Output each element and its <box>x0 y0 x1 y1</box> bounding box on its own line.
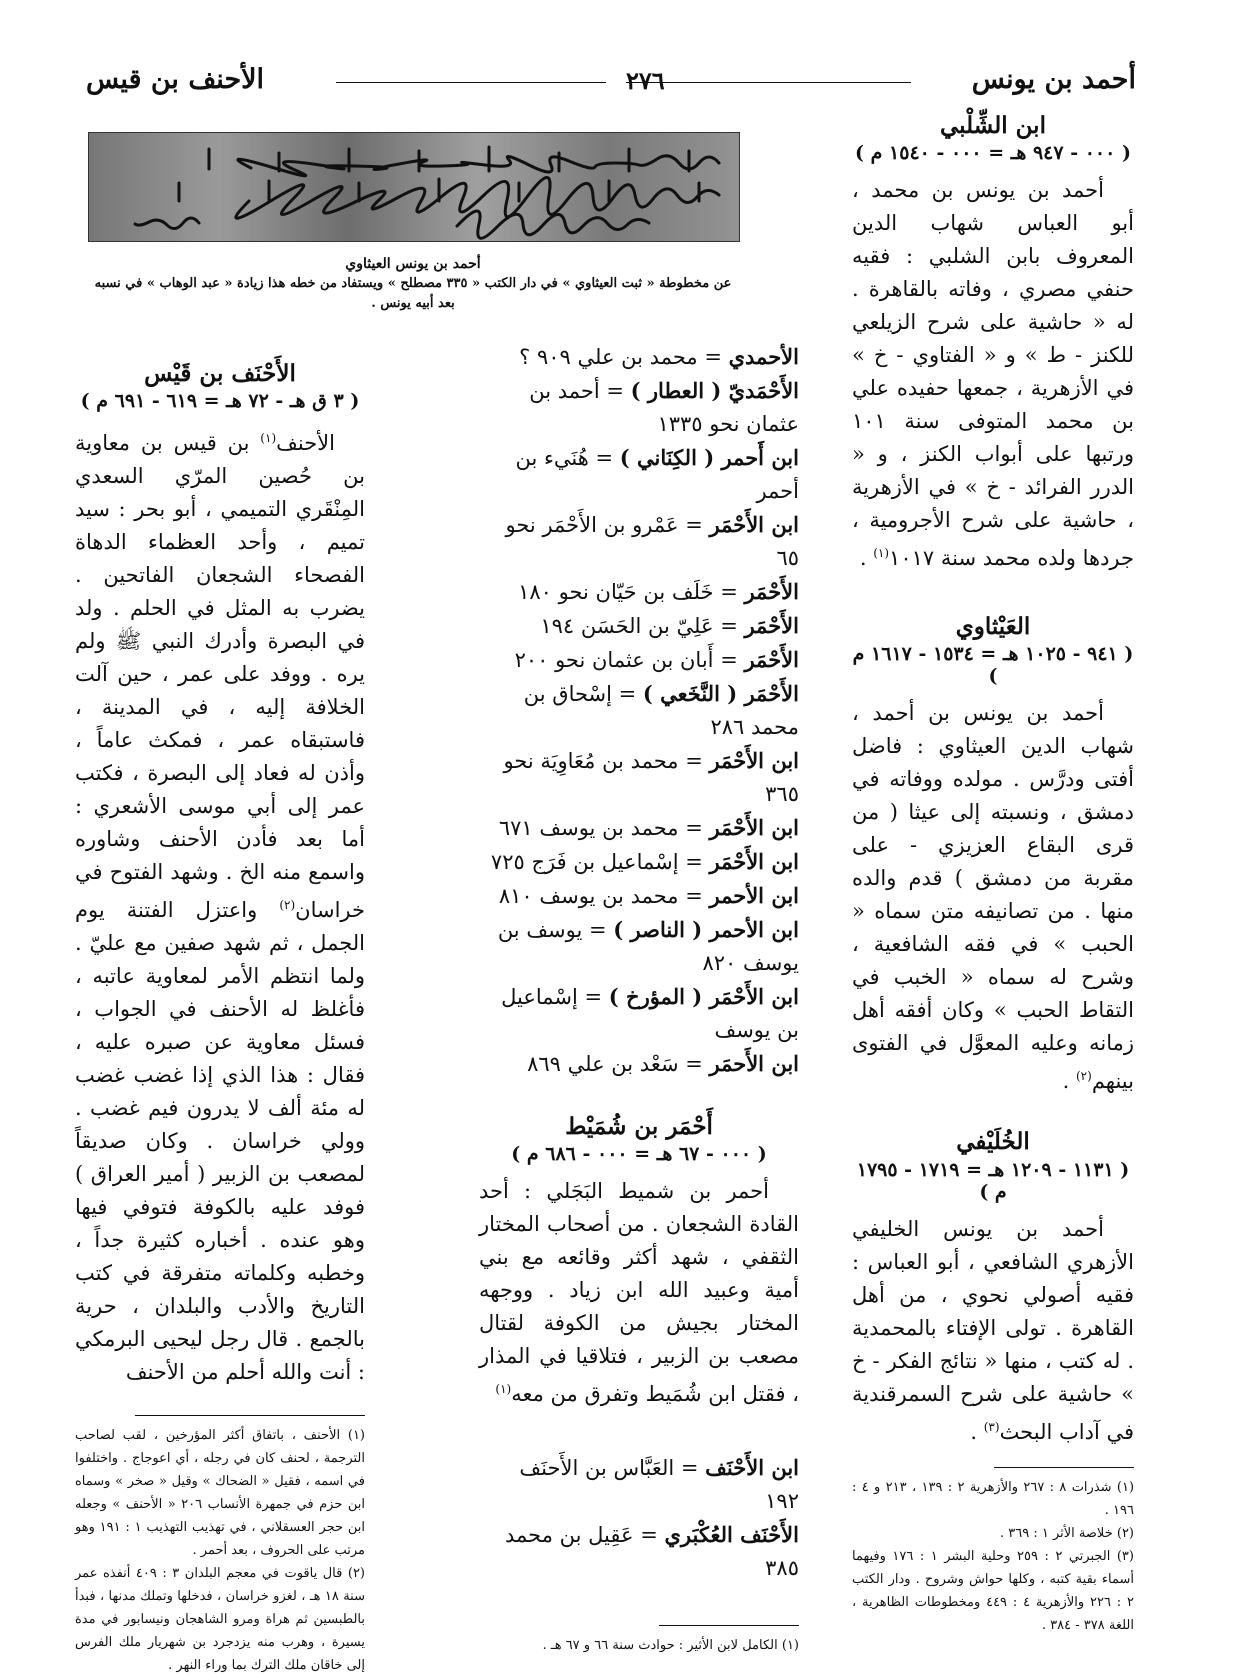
footnotes <box>479 1634 799 1657</box>
list-item-text: = يوسف بن يوسف ٨٢٠ <box>497 918 799 975</box>
entry-title: العَيْثاوي <box>955 613 1031 641</box>
list-item <box>479 980 799 1047</box>
footnote-mark: (٢) <box>1075 1069 1092 1084</box>
footnotes <box>75 1424 365 1677</box>
entry-lead: الأحنف <box>276 431 335 456</box>
list-item <box>479 441 799 508</box>
page-number: ٢٧٦ <box>626 66 665 95</box>
footnote: (١) شذرات ٨ : ٢٦٧ والأزهرية ٢ : ١٣٩ ، ٢١٣ و ٤ : ١٩٦ . <box>852 1479 1135 1518</box>
manuscript-caption <box>88 254 738 314</box>
header-rule-right <box>626 82 911 83</box>
entry-al-ahnaf-ibn-qays <box>75 358 365 1389</box>
entry-al-khulayfi <box>852 1126 1134 1448</box>
list-item-head: ابن الأَحْمَر <box>709 849 799 874</box>
cross-reference-list <box>479 340 799 1081</box>
entry-ibn-alshalabi <box>852 110 1134 575</box>
list-item-head: الأَحْمَر <box>744 647 799 672</box>
list-item <box>479 575 799 609</box>
list-item <box>479 643 799 677</box>
entry-text: أحمد بن يونس بن محمد ، أبو العباس شهاب الدين المعروف بابن الشلبي : فقيه حنفي مصري ، وفاته بالقاهرة . له « حاشية على شرح الزيلعي للكنز - ط » و « الفتاوي - خ » في الأزهرية ، جمعها حفيده علي بن محمد المتوفى سنة ١٠١ ورتبها على أبواب الكنز ، و « الدرر الفرائد - خ » في الأزهرية ، حاشية على شرح الأجرومية ، جردها ولده محمد سنة ١٠١٧ <box>852 178 1134 571</box>
list-item <box>479 374 799 441</box>
footnote-rule <box>659 1625 799 1626</box>
list-item-text: = خَلَف بن حَيّان نحو ١٨٠ <box>518 580 745 604</box>
footnote-rule <box>135 1415 365 1416</box>
list-item <box>479 879 799 913</box>
list-item <box>479 1518 799 1585</box>
list-item-text: = هُنَيء بن أحمر <box>515 446 799 503</box>
list-item-head: ابن الأَحْمَر ( المؤرخ ) <box>608 984 799 1009</box>
entry-text: بن قيس بن معاوية بن حُصين المرّي السعدي المِنْقَري التميمي ، أبو بحر : سيد تميم ، وأحد العظماء الدهاة الفصحاء الشجعان الفاتحين . يضرب به المثل في الحلم . ولد في البصرة وأدرك النبي ﷺ ولم يره . ووفد على عمر ، حين آلت الخلافة إليه ، في المدينة ، فاستبقاه عمر ، فمكث عاماً ، وأذن له فعاد إلى البصرة ، فكتب عمر إلى أبي موسى الأشعري : أما بعد فأدن الأحنف وشاوره واسمع منه الخ . وشهد الفتوح في خراسان <box>75 431 365 923</box>
entry-dates: ( ٠٠٠ - ٦٧ هـ = ٠٠٠ - ٦٨٦ م ) <box>511 1143 767 1166</box>
manuscript-image <box>88 132 740 242</box>
list-item <box>479 913 799 980</box>
footnote: (١) الأحنف ، باتفاق أكثر المؤرخين ، لقب لصاحب الترجمة ، لحنف كان في رجله ، أي اعوجاج . واختلفوا في اسمه ، فقيل « الضحاك » وقيل « صخر » وسماه ابن حزم في جمهرة الأنساب ٢٠٦ « الأحنف » وجعله ابن حجر العسقلاني ، في تهذيب التهذيب ١ : ١٩١ وهو مرتب على الحروف ، بعد أحمر . <box>75 1428 366 1559</box>
list-item-text: = أحمد بن عثمان نحو ١٣٣٥ <box>529 379 799 436</box>
manuscript-handwriting <box>89 133 739 241</box>
list-item <box>479 340 799 374</box>
entry-dates: ( ٠٠٠ - ٩٤٧ هـ = ٠٠٠ - ١٥٤٠ م ) <box>855 142 1131 165</box>
list-item <box>479 744 799 811</box>
entry-title: الخُلَيْفي <box>956 1128 1030 1156</box>
list-item-text: = محمد بن مُعَاوِيَة نحو ٣٦٥ <box>503 749 799 806</box>
list-item-text: = إسْماعيل بن يوسف <box>501 985 799 1042</box>
list-item <box>479 1451 799 1518</box>
entry-ahmar-ibn-shumayt <box>479 1111 799 1411</box>
entry-text: أحمر بن شميط البَجَلي : أحد القادة الشجعان . من أصحاب المختار الثقفي ، شهد أكثر وقائعه مع بني أمية وعبيد الله ابن زياد . ووجهه المختار بجيش من الكوفة لقتال مصعب بن الزبير ، فتلاقيا في المذار ، فقتل ابن شُمَيط وتفرق من معه <box>479 1179 799 1407</box>
entry-title: ابن الشِّلْبي <box>940 112 1046 139</box>
footnote: (١) الكامل لابن الأثير : حوادث سنة ٦٦ و ٦٧ هـ . <box>542 1638 799 1654</box>
header-left-title: الأحنف بن قيس <box>86 64 265 95</box>
entry-dates: ( ٣ ق هـ - ٧٢ هـ = ٦١٩ - ٦٩١ م ) <box>80 390 360 413</box>
list-item <box>479 609 799 643</box>
list-item-text: = محمد بن يوسف ٦٧١ <box>498 816 710 840</box>
list-item-text: = العَبَّاس بن الأَحنَف ١٩٢ <box>519 1456 799 1514</box>
list-item-text: = أَبان بن عثمان نحو ٢٠٠ <box>514 648 745 672</box>
footnote: (٢) قال ياقوت في معجم البلدان ٣ : ٤٠٩ أنفذه عمر سنة ١٨ هـ ، لغزو خراسان ، فدخلها وتملك مدنها ، فبدأ بالطبسين ثم هراة ومرو الشاهجان ونيسابور في مدة يسيرة ، وهرب منه يزدجرد بن شهريار ملك الفرس إلى خاقان ملك الترك بما وراء النهر . <box>75 1566 365 1674</box>
footnote: (٢) خلاصة الأثر ١ : ٣٦٩ . <box>999 1525 1134 1541</box>
right-column <box>852 110 1134 1637</box>
entry-body <box>75 422 365 1389</box>
list-item <box>479 677 799 744</box>
entry-body <box>479 1175 799 1411</box>
entry-al-aythawi <box>852 611 1134 1098</box>
list-item-text: = عَقِيل بن محمد ٣٨٥ <box>504 1523 799 1581</box>
list-item-text: = عَمْرو بن الأَحْمَر نحو ٦٥ <box>505 513 799 570</box>
entry-text: أحمد بن يونس الخليفي الأزهري الشافعي ، أبو العباس : فقيه أصولي نحوي ، من أهل القاهرة . تولى الإفتاء بالمحمدية . له كتب ، منها « نتائج الفكر - خ » حاشية على شرح السمرقندية في آداب البحث <box>852 1216 1134 1444</box>
list-item <box>479 1047 799 1081</box>
entry-body: أحمد بن يونس بن محمد ، أبو العباس شهاب الدين المعروف بابن الشلبي : فقيه حنفي مصري ، وفاته بالقاهرة . له « حاشية على شرح الزيلعي للكنز - ط » و « الفتاوي - خ » في الأزهرية ، جمعها حفيده علي بن محمد المتوفى سنة ١٠١ ورتبها على أبواب الكنز ، و « الدرر الفرائد - خ » في الأزهرية ، حاشية على شرح الأجرومية ، جردها ولده محمد سنة ١٠١٧$^{(١)}$ . <box>852 178 1134 571</box>
entry-text: أحمد بن يونس بن أحمد ، شهاب الدين العيثاوي : فاضل أفتى ودرَّس . مولده ووفاته في دمشق ، ونسبته إلى عيثا ( من قرى البقاع العزيزي - على مقربة من دمشق ) قدم والده منها . من تصانيفه متن سماه « الحبب » في فقه الشافعية ، وشرح له سماه « الخبب في التقاط الحبب » وكان أفقه أهل زمانه وعليه المعوَّل في الفتوى بينهم <box>852 701 1134 1094</box>
list-item-text: = محمد بن علي ٩٠٩ ؟ <box>519 345 729 369</box>
footnote-mark: (١) <box>495 1382 512 1397</box>
list-item-head: الأَحْمَر <box>744 613 799 638</box>
footnotes <box>852 1476 1134 1637</box>
entry-dates: ( ٩٤١ - ١٠٢٥ هـ = ١٥٣٤ - ١٦١٧ م ) <box>852 643 1134 688</box>
caption-text: عن مخطوطة « ثبت العيثاوي » في دار الكتب « ٣٣٥ مصطلح » ويستفاد من خطه هذا زيادة « عبد الوهاب » في نسبه بعد أبيه يونس . <box>94 276 732 311</box>
entry-title: الأَحْنَف بن قَيْس <box>144 360 296 387</box>
header-rule-left <box>336 82 606 83</box>
footnote-mark: (٢) <box>279 898 296 913</box>
entry-dates: ( ١١٣١ - ١٢٠٩ هـ = ١٧١٩ - ١٧٩٥ م ) <box>856 1158 1130 1203</box>
list-item <box>479 845 799 879</box>
footnote-mark: (١) <box>873 546 890 561</box>
entry-body: أحمد بن يونس الخليفي الأزهري الشافعي ، أبو العباس : فقيه أصولي نحوي ، من أهل القاهرة . تولى الإفتاء بالمحمدية . له كتب ، منها « نتائج الفكر - خ » حاشية على شرح السمرقندية في آداب البحث$^{(٣)}$ . <box>852 1216 1134 1444</box>
list-item-head: ابن الأَحْنَف <box>705 1455 799 1481</box>
list-item <box>479 811 799 845</box>
list-item-head: ابن الأَحْمَر <box>709 748 799 773</box>
footnote: (٣) الجبرتي ٢ : ٢٥٩ وحلية البشر ١ : ١٧٦ وفيهما أسماء بقية كتبه ، وكلها حواش وشروح . ودار الكتب ٢ : ٢٢٦ والأزهرية ٤ : ٤٤٩ ومخطوطات الظاهرية ، اللغة ٣٧٨ - ٣٨٤ . <box>852 1548 1134 1633</box>
footnote-rule <box>994 1467 1134 1468</box>
list-item-head: ابن أَحمر ( الكِنَاني ) <box>619 445 799 470</box>
list-item-head: الأَحْنَف العُكْبَري <box>664 1522 799 1548</box>
list-item-text: = عَلِيّ بن الحَسَن ١٩٤ <box>540 614 745 638</box>
list-item-head: ابن الأَحْمَر <box>709 512 799 537</box>
list-item-text: = محمد بن يوسف ٨١٠ <box>498 884 710 908</box>
list-item-head: الأَحْمَديّ ( العطار ) <box>630 378 799 403</box>
footnote-mark: (١) <box>260 431 277 446</box>
list-item-text: = إسْماعيل بن فَرَج ٧٢٥ <box>490 850 710 874</box>
list-item-head: ابن الأَحمَر <box>709 1051 799 1076</box>
header-right-title: أحمد بن يونس <box>971 64 1136 95</box>
list-item-head: الأَحْمَر <box>744 579 799 604</box>
caption-title: أحمد بن يونس العيثاوي <box>345 256 481 272</box>
list-item-text: = سَعْد بن علي ٨٦٩ <box>527 1052 710 1076</box>
entry-text-continued: واعتزل الفتنة يوم الجمل ، ثم شهد صفين مع عليّ . ولما انتظم الأمر لمعاوية عاتبه ، فأغلظ له الأحنف في الجواب ، فسئل معاوية عن صبره عليه ، فقال : هذا الذي إذا غضب غضب له مئة ألف لا يدرون فيم غضب . وولي خراسان . وكان صديقاً لمصعب بن الزبير ( أمير العراق ) فوفد عليه بالكوفة فتوفي فيها وهو عنده . أخباره كثيرة جداً ، وخطبه وكلماته متفرقة في كتب التاريخ والأدب والبلدان ، حرية بالجمع . قال رجل ليحيى البرمكي : أنت والله أحلم من الأحنف <box>75 898 365 1385</box>
entry-title: أَحْمَر بن شُمَيْط <box>565 1113 713 1140</box>
entry-body: أحمد بن يونس بن أحمد ، شهاب الدين العيثاوي : فاضل أفتى ودرَّس . مولده ووفاته في دمشق ، ونسبته إلى عيثا ( من قرى البقاع العزيزي - على مقربة من دمشق ) قدم والده منها . من تصانيفه متن سماه « الحبب » في فقه الشافعية ، وشرح له سماه « الخبب في التقاط الحبب » وكان أفقه أهل زمانه وعليه المعوَّل في الفتوى بينهم$^{(٢)}$ . <box>852 701 1134 1094</box>
middle-column <box>479 340 799 1657</box>
list-item-text: = إسْحاق بن محمد ٢٨٦ <box>523 682 799 739</box>
list-item-head: ابن الأَحْمَر <box>709 815 799 840</box>
list-item <box>479 508 799 575</box>
left-column <box>75 358 365 1677</box>
list-item-head: الأَحْمَر ( النَّخَعي ) <box>642 681 799 706</box>
footnote-mark: (٣) <box>983 1419 1000 1434</box>
list-item-head: ابن الأحمر <box>709 883 799 908</box>
list-item-head: ابن الأحمر ( الناصر ) <box>613 917 799 942</box>
cross-reference-list-2 <box>479 1451 799 1585</box>
running-header <box>86 64 1136 100</box>
list-item-head: الأحمدي <box>728 344 799 369</box>
